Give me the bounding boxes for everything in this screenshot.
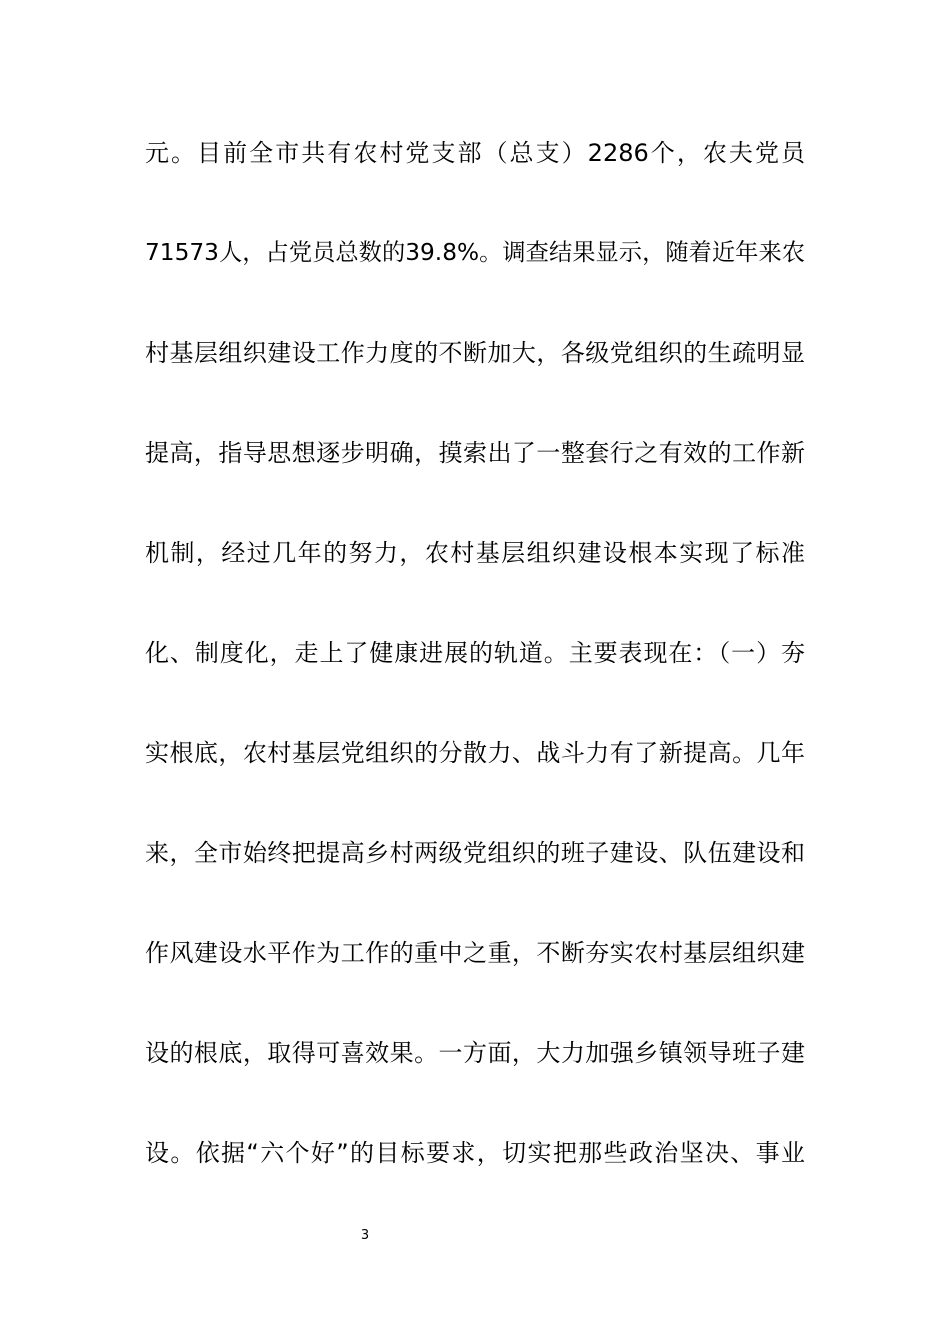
text-line-3: 村基层组织建设工作力度的不断加大，各级党组织的生疏明显 xyxy=(145,339,805,367)
body-paragraph xyxy=(145,128,810,1228)
text-line-8: 来，全市始终把提高乡村两级党组织的班子建设、队伍建设和 xyxy=(145,839,805,867)
text-line-2: 71573人，占党员总数的39.8%。调查结果显示，随着近年来农 xyxy=(145,239,805,266)
text-line-9: 作风建设水平作为工作的重中之重，不断夯实农村基层组织建 xyxy=(145,939,805,967)
text-line-7: 实根底，农村基层党组织的分散力、战斗力有了新提高。几年 xyxy=(145,739,805,767)
page-number: 3 xyxy=(360,1228,370,1243)
text-line-5: 机制，经过几年的努力，农村基层组织建设根本实现了标准 xyxy=(145,539,805,567)
text-line-11: 设。依据“六个好”的目标要求，切实把那些政治坚决、事业 xyxy=(145,1139,805,1167)
text-line-10: 设的根底，取得可喜效果。一方面，大力加强乡镇领导班子建 xyxy=(145,1039,805,1067)
text-line-6: 化、制度化，走上了健康进展的轨道。主要表现在：（一）夯 xyxy=(145,639,805,667)
text-line-4: 提高，指导思想逐步明确，摸索出了一整套行之有效的工作新 xyxy=(145,439,805,467)
text-line-1: 元。目前全市共有农村党支部（总支）2286个，农夫党员 xyxy=(145,139,805,167)
